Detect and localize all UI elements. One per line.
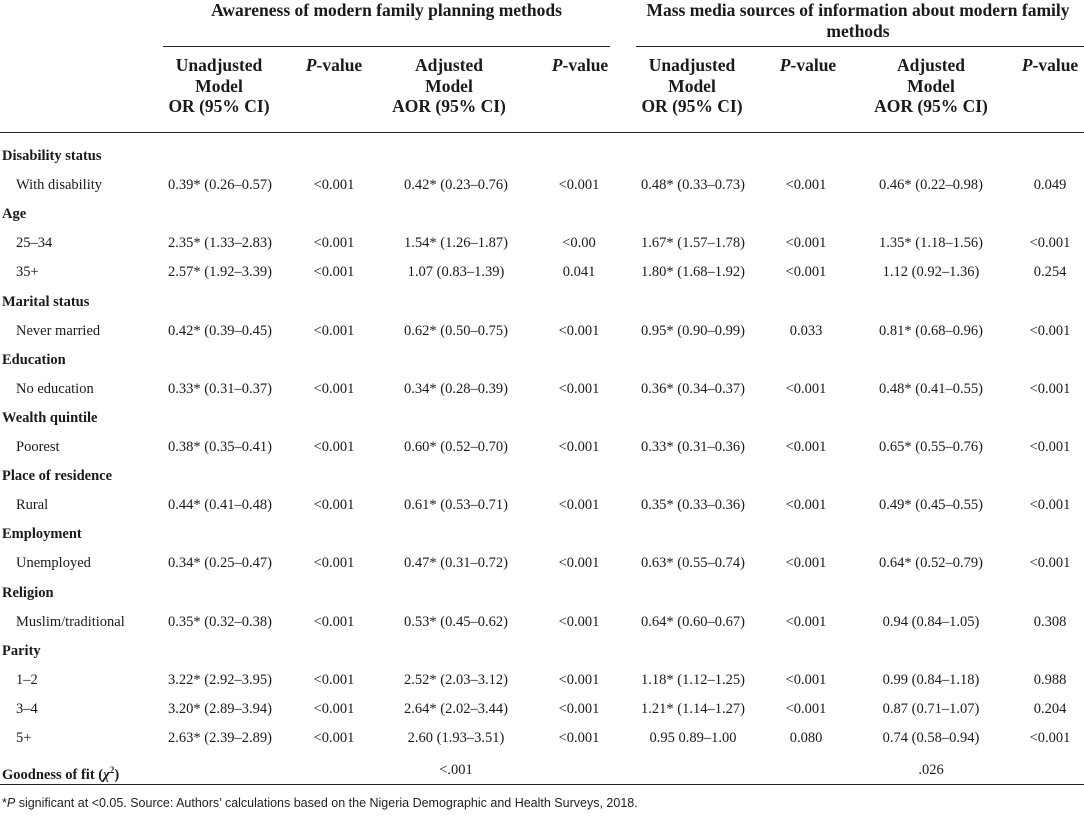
row-category: Parity <box>2 643 41 659</box>
table-cell-c4: 0.81* (0.68–0.96) <box>879 323 983 339</box>
table-cell-c3: 1.80* (1.68–1.92) <box>641 264 745 280</box>
table-cell-c2: 2.64* (2.02–3.44) <box>404 701 508 717</box>
row-category: Religion <box>2 585 54 601</box>
subheader-pvalue-awareness-2: P-value <box>551 55 609 75</box>
goodness-label: Goodness of fit $(\chi^2)$ <box>2 765 120 783</box>
table-cell-p2: <0.001 <box>558 614 600 630</box>
table-cell-c4: 1.35* (1.18–1.56) <box>879 235 983 251</box>
header-awareness: Awareness of modern family planning methods <box>211 0 562 20</box>
table-cell-c2: 1.54* (1.26–1.87) <box>404 235 508 251</box>
table-cell-p3: <0.001 <box>785 614 827 630</box>
table-cell-p3: <0.001 <box>785 439 827 455</box>
table-cell-c4: 0.74 (0.58–0.94) <box>882 730 980 746</box>
rule-media <box>636 46 1084 47</box>
row-label: Rural <box>16 497 49 513</box>
table-cell-p1: <0.001 <box>313 555 355 571</box>
table-cell-p1: <0.001 <box>313 235 355 251</box>
table-cell-c2: 0.34* (0.28–0.39) <box>404 381 508 397</box>
row-label: 3–4 <box>16 701 38 717</box>
table-cell-c2: 0.61* (0.53–0.71) <box>404 497 508 513</box>
table-cell-p3: 0.080 <box>789 730 823 746</box>
row-category: Education <box>2 352 66 368</box>
row-label: Never married <box>16 323 101 339</box>
rule-awareness <box>163 46 610 47</box>
row-label: 5+ <box>16 730 32 746</box>
table-cell-c3: 1.18* (1.12–1.25) <box>641 672 745 688</box>
table-cell-c1: 2.35* (1.33–2.83) <box>168 235 272 251</box>
table-cell-c4: 0.49* (0.45–0.55) <box>879 497 983 513</box>
table-cell-p4: <0.001 <box>1029 555 1071 571</box>
table-cell-p3: <0.001 <box>785 672 827 688</box>
table-cell-c1: 3.20* (2.89–3.94) <box>168 701 272 717</box>
table-cell-c1: 0.42* (0.39–0.45) <box>168 323 272 339</box>
row-label: Poorest <box>16 439 60 455</box>
table-cell-p4: <0.001 <box>1029 381 1071 397</box>
table-cell-p2: <0.001 <box>558 177 600 193</box>
table-cell-p4: <0.001 <box>1029 235 1071 251</box>
table-cell-c3: 0.95 0.89–1.00 <box>649 730 737 746</box>
table-cell-p4: <0.001 <box>1029 323 1071 339</box>
table-cell-p3: <0.001 <box>785 235 827 251</box>
row-category: Place of residence <box>2 468 113 484</box>
table-cell-p2: <0.00 <box>562 235 596 251</box>
table-cell-c2: 0.42* (0.23–0.76) <box>404 177 508 193</box>
row-category: Employment <box>2 526 82 542</box>
table-cell-c1: 0.34* (0.25–0.47) <box>168 555 272 571</box>
row-label: Unemployed <box>16 555 91 571</box>
table-cell-p3: <0.001 <box>785 381 827 397</box>
table-cell-c4: 0.48* (0.41–0.55) <box>879 381 983 397</box>
table-cell-p3: <0.001 <box>785 701 827 717</box>
table-cell-p4: <0.001 <box>1029 497 1071 513</box>
table-cell-c4: 0.65* (0.55–0.76) <box>879 439 983 455</box>
table-cell-c4: 1.12 (0.92–1.36) <box>882 264 980 280</box>
row-category: Disability status <box>2 148 102 164</box>
table-cell-p2: <0.001 <box>558 555 600 571</box>
table-cell-c3: 0.33* (0.31–0.36) <box>641 439 745 455</box>
subheader-pvalue-media-2: P-value <box>1021 55 1079 75</box>
table-cell-c2: 2.60 (1.93–3.51) <box>407 730 505 746</box>
table-cell-c2: 0.60* (0.52–0.70) <box>404 439 508 455</box>
table-cell-p2: <0.001 <box>558 672 600 688</box>
table-cell-p2: <0.001 <box>558 497 600 513</box>
table-cell-p1: <0.001 <box>313 701 355 717</box>
table-cell-p2: <0.001 <box>558 701 600 717</box>
table-cell-c2: 1.07 (0.83–1.39) <box>407 264 505 280</box>
goodness-media-value: .026 <box>918 762 944 778</box>
table-cell-p1: <0.001 <box>313 439 355 455</box>
subheader-adjusted-awareness: Adjusted Model AOR (95% CI) <box>392 55 506 116</box>
table-cell-p1: <0.001 <box>313 497 355 513</box>
table-cell-p2: <0.001 <box>558 730 600 746</box>
row-label: 1–2 <box>16 672 38 688</box>
row-label: 25–34 <box>16 235 53 251</box>
subheader-unadjusted-media: Unadjusted Model OR (95% CI) <box>641 55 743 116</box>
table-cell-c2: 0.62* (0.50–0.75) <box>404 323 508 339</box>
table-cell-p3: <0.001 <box>785 497 827 513</box>
table-cell-c3: 1.21* (1.14–1.27) <box>641 701 745 717</box>
table-cell-c2: 2.52* (2.03–3.12) <box>404 672 508 688</box>
table-cell-c4: 0.87 (0.71–1.07) <box>882 701 980 717</box>
table-cell-p1: <0.001 <box>313 730 355 746</box>
table-cell-c1: 0.35* (0.32–0.38) <box>168 614 272 630</box>
goodness-awareness-value: <.001 <box>439 762 473 778</box>
table-cell-c1: 0.33* (0.31–0.37) <box>168 381 272 397</box>
table-cell-c3: 0.64* (0.60–0.67) <box>641 614 745 630</box>
subheader-pvalue-media-1: P-value <box>779 55 837 75</box>
table-cell-p1: <0.001 <box>313 381 355 397</box>
table-cell-p4: 0.049 <box>1033 177 1067 193</box>
row-label: 35+ <box>16 264 39 280</box>
table-cell-c1: 0.38* (0.35–0.41) <box>168 439 272 455</box>
table-cell-p3: 0.033 <box>789 323 823 339</box>
subheader-unadjusted-awareness: Unadjusted Model OR (95% CI) <box>168 55 270 116</box>
footnote: *P significant at <0.05. Source: Authors’ calculations based on the Nigeria Demographic and Health Surveys, 2018. <box>2 796 638 810</box>
table-cell-c1: 0.39* (0.26–0.57) <box>168 177 272 193</box>
table-cell-p3: <0.001 <box>785 264 827 280</box>
table-cell-c1: 3.22* (2.92–3.95) <box>168 672 272 688</box>
subheader-adjusted-media: Adjusted Model AOR (95% CI) <box>874 55 988 116</box>
table-cell-p2: <0.001 <box>558 381 600 397</box>
row-category: Wealth quintile <box>2 410 98 426</box>
row-category: Age <box>2 206 27 222</box>
table-cell-p2: 0.041 <box>562 264 596 280</box>
table-cell-c2: 0.53* (0.45–0.62) <box>404 614 508 630</box>
table-cell-p4: 0.204 <box>1033 701 1067 717</box>
table-cell-c2: 0.47* (0.31–0.72) <box>404 555 508 571</box>
table-cell-c3: 0.63* (0.55–0.74) <box>641 555 745 571</box>
table-cell-p4: 0.308 <box>1033 614 1067 630</box>
table-cell-c1: 2.63* (2.39–2.89) <box>168 730 272 746</box>
table-cell-p4: 0.988 <box>1033 672 1067 688</box>
table-cell-p4: 0.254 <box>1033 264 1067 280</box>
table-cell-c4: 0.46* (0.22–0.98) <box>879 177 983 193</box>
row-label: Muslim/traditional <box>16 614 125 630</box>
rule-table-bottom <box>0 784 1084 785</box>
header-media: Mass media sources of information about modern family methods <box>646 0 1070 41</box>
table-cell-p4: <0.001 <box>1029 439 1071 455</box>
row-category: Marital status <box>2 294 90 310</box>
table-cell-c3: 0.36* (0.34–0.37) <box>641 381 745 397</box>
table-cell-p3: <0.001 <box>785 555 827 571</box>
rule-header-bottom <box>0 132 1084 133</box>
table-cell-p1: <0.001 <box>313 672 355 688</box>
table-cell-p3: <0.001 <box>785 177 827 193</box>
table-cell-c1: 2.57* (1.92–3.39) <box>168 264 272 280</box>
table-cell-p1: <0.001 <box>313 323 355 339</box>
table-cell-c4: 0.94 (0.84–1.05) <box>882 614 980 630</box>
subheader-pvalue-awareness-1: P-value <box>305 55 363 75</box>
row-label: With disability <box>16 177 103 193</box>
row-label: No education <box>16 381 94 397</box>
table-cell-c3: 0.95* (0.90–0.99) <box>641 323 745 339</box>
table-cell-p1: <0.001 <box>313 614 355 630</box>
table-cell-p1: <0.001 <box>313 177 355 193</box>
table-cell-c1: 0.44* (0.41–0.48) <box>168 497 272 513</box>
table-cell-c3: 0.35* (0.33–0.36) <box>641 497 745 513</box>
table-cell-c3: 0.48* (0.33–0.73) <box>641 177 745 193</box>
table-cell-c4: 0.64* (0.52–0.79) <box>879 555 983 571</box>
table-cell-p4: <0.001 <box>1029 730 1071 746</box>
table-cell-c3: 1.67* (1.57–1.78) <box>641 235 745 251</box>
table-cell-p2: <0.001 <box>558 439 600 455</box>
table-cell-c4: 0.99 (0.84–1.18) <box>882 672 980 688</box>
table-cell-p2: <0.001 <box>558 323 600 339</box>
table-cell-p1: <0.001 <box>313 264 355 280</box>
